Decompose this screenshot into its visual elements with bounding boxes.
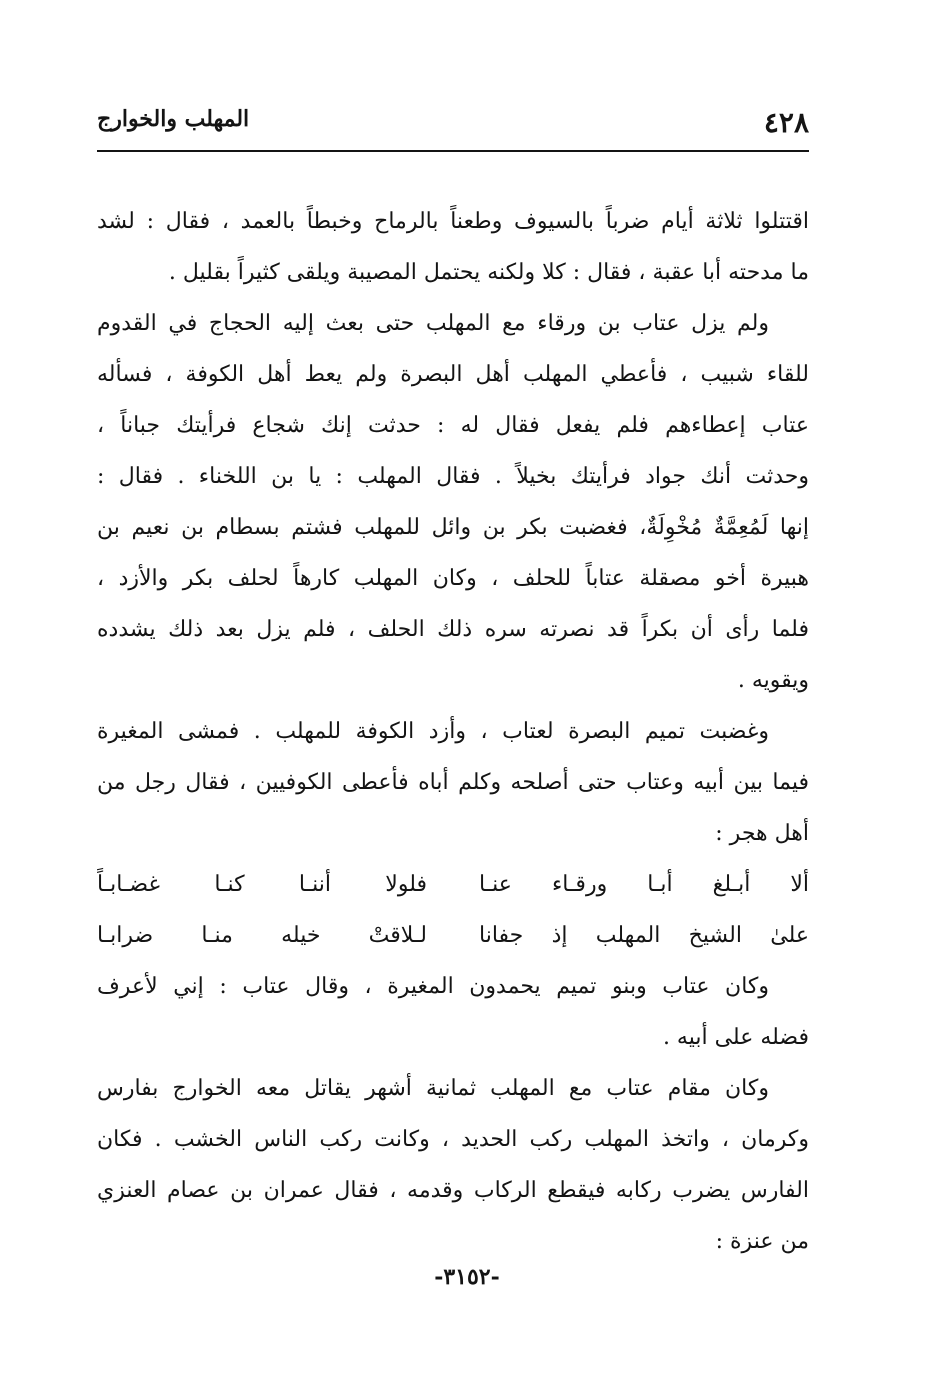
verse-first-hemistich: علىٰ الشيخ المهلب إذ جفانا <box>479 923 809 948</box>
text-line: وحدثت أنك جواد فرأيتك بخيلاً . فقال المهلب : يا بن اللخناء . فقال : <box>97 464 809 489</box>
verse-second-hemistich: فلولا أننـا كنـا غضـابـاً <box>97 872 427 897</box>
text-line: وكان مقام عتاب مع المهلب ثمانية أشهر يقاتل معه الخوارج بفارس <box>97 1076 769 1101</box>
text-line: من عنزة : <box>715 1229 809 1254</box>
text-line: اقتتلوا ثلاثة أيام ضرباً بالسيوف وطعناً بالرماح وخبطاً بالعمد ، فقال : لشد <box>97 209 809 234</box>
text-line: هبيرة أخو مصقلة عتاباً للحلف ، وكان المهلب كارهاً لحلف بكر والأزد ، <box>97 566 809 591</box>
running-head: المهلب والخوارج <box>97 106 250 132</box>
verse-second-hemistich: لـلاقتْ خيله منـا ضرابـا <box>97 923 427 948</box>
text-line: وكرمان ، واتخذ المهلب ركب الحديد ، وكانت ركب الناس الخشب . فكان <box>97 1127 809 1152</box>
text-line: أهل هجر : <box>715 821 809 846</box>
text-line: إنها لَمُعِمَّةٌ مُخْوِلَةٌ، فغضبت بكر بن وائل للمهلب فشتم بسطام بن نعيم بن <box>97 515 809 540</box>
text-line: للقاء شبيب ، فأعطي المهلب أهل البصرة ولم يعط أهل الكوفة ، فسأله <box>97 362 809 387</box>
text-line: ما مدحته أبا عقبة ، فقال : كلا ولكنه يحتمل المصيبة ويلقى كثيراً بقليل . <box>168 260 809 285</box>
text-line: وكان عتاب وبنو تميم يحمدون المغيرة ، وقال عتاب : إني لأعرف <box>97 974 769 999</box>
text-line: ويقويه . <box>737 668 809 693</box>
poem-verse <box>97 910 809 961</box>
text-line: الفارس يضرب ركابه فيقطع الركاب وقدمه ، فقال عمران بن عصام العنزي <box>97 1178 809 1203</box>
page-number: ٤٢٨ <box>763 106 809 139</box>
footer-page-number: -٣١٥٢- <box>434 1264 500 1290</box>
text-line: فضله على أبيه . <box>662 1025 809 1050</box>
header-rule <box>97 150 809 152</box>
page-header <box>97 100 809 148</box>
text-line: وغضبت تميم البصرة لعتاب ، وأزد الكوفة للمهلب . فمشى المغيرة <box>97 719 769 744</box>
text-line: عتاب إعطاءهم فلم يفعل فقال له : حدثت إنك شجاع فرأيتك جباناً ، <box>97 413 809 438</box>
text-line: ولم يزل عتاب بن ورقاء مع المهلب حتى بعث إليه الحجاج في القدوم <box>97 311 769 336</box>
poem-verse <box>97 859 809 910</box>
text-line: فيما بين أبيه وعتاب حتى أصلحه وكلم أباه فأعطى الكوفيين ، فقال رجل من <box>97 770 809 795</box>
body-text <box>97 196 809 1267</box>
text-line: فلما رأى أن بكراً قد نصرته سره ذلك الحلف ، فلم يزل بعد ذلك يشدده <box>97 617 809 642</box>
verse-first-hemistich: ألا أبـلغ أبـا ورقـاء عنـا <box>479 872 809 897</box>
